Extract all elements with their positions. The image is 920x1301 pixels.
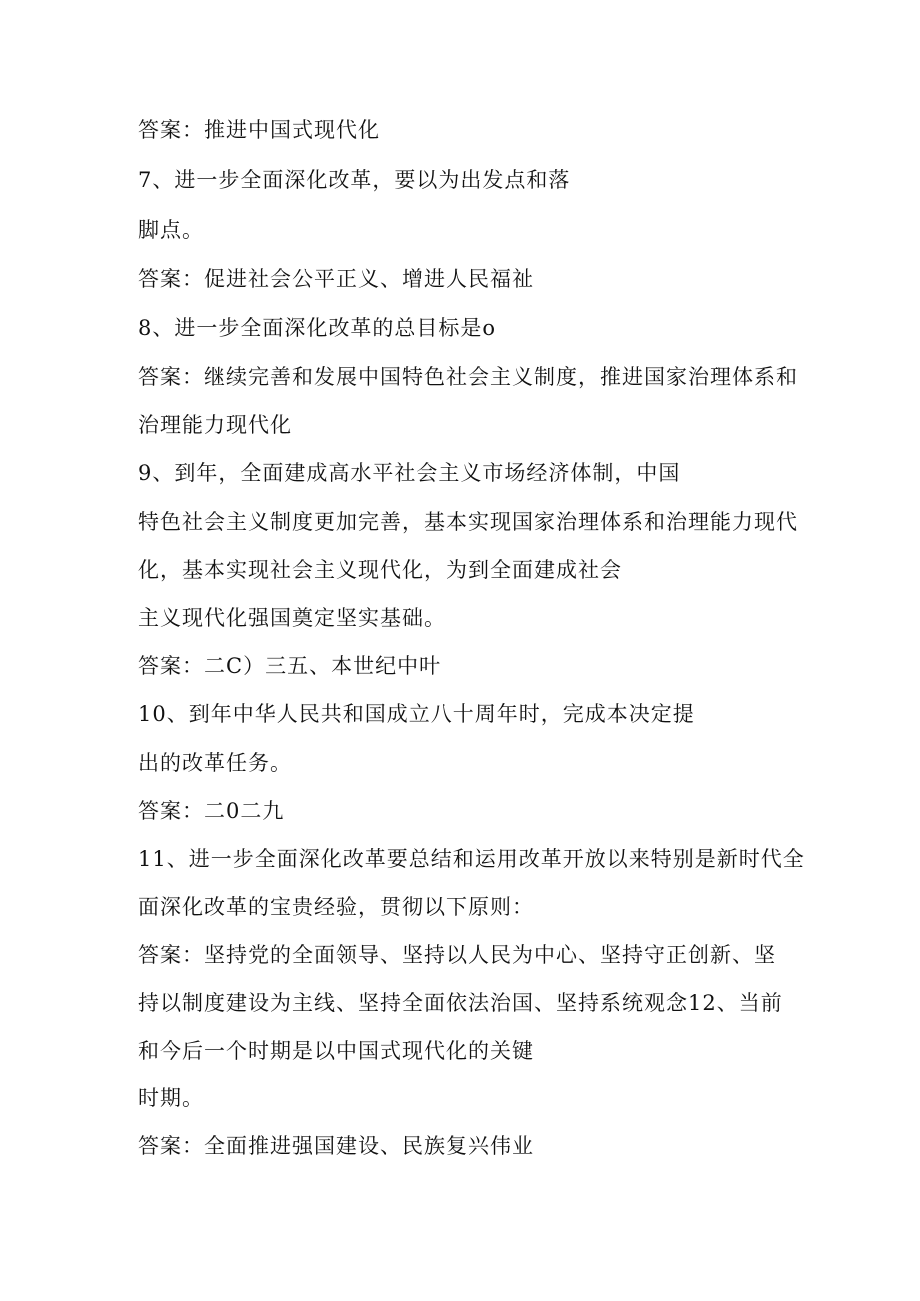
answer-12: 答案：全面推进强国建设、民族复兴伟业 <box>138 1134 534 1158</box>
question-12-line-1: 和今后一个时期是以中国式现代化的关键 <box>138 1039 534 1063</box>
answer-11-line-1: 答案：坚持党的全面领导、坚持以人民为中心、坚持守正创新、坚 <box>138 943 776 967</box>
question-12-line-2: 时期。 <box>138 1086 204 1110</box>
question-9-line-2: 特色社会主义制度更加完善，基本实现国家治理体系和治理能力现代 <box>138 510 798 534</box>
question-11-line-2: 面深化改革的宝贵经验，贯彻以下原则： <box>138 895 534 919</box>
answer-line: 答案：推进中国式现代化 <box>138 118 380 142</box>
answer-8-line-1: 答案：继续完善和发展中国特色社会主义制度，推进国家治理体系和 <box>138 365 798 389</box>
answer-10: 答案：二0二九 <box>138 799 285 823</box>
question-8: 8、进一步全面深化改革的总目标是o <box>138 316 497 340</box>
answer-8-line-2: 治理能力现代化 <box>138 413 292 437</box>
question-9-line-4: 主义现代化强国奠定坚实基础。 <box>138 606 446 630</box>
answer-9: 答案：二C）三五、本世纪中叶 <box>138 654 442 678</box>
answer-7: 答案：促进社会公平正义、增进人民福祉 <box>138 267 534 291</box>
question-10-line-1: 10、到年中华人民共和国成立八十周年时，完成本决定提 <box>138 702 695 726</box>
question-11-line-1: 11、进一步全面深化改革要总结和运用改革开放以来特别是新时代全 <box>138 847 805 871</box>
question-10-line-2: 出的改革任务。 <box>138 751 292 775</box>
question-9-line-3: 化，基本实现社会主义现代化，为到全面建成社会 <box>138 558 622 582</box>
question-7-line-2: 脚点。 <box>138 218 204 242</box>
question-9-line-1: 9、到年，全面建成高水平社会主义市场经济体制，中国 <box>138 461 681 485</box>
answer-11-line-2: 持以制度建设为主线、坚持全面依法治国、坚持系统观念12、当前 <box>138 991 783 1015</box>
question-7-line-1: 7、进一步全面深化改革，要以为出发点和落 <box>138 168 571 192</box>
